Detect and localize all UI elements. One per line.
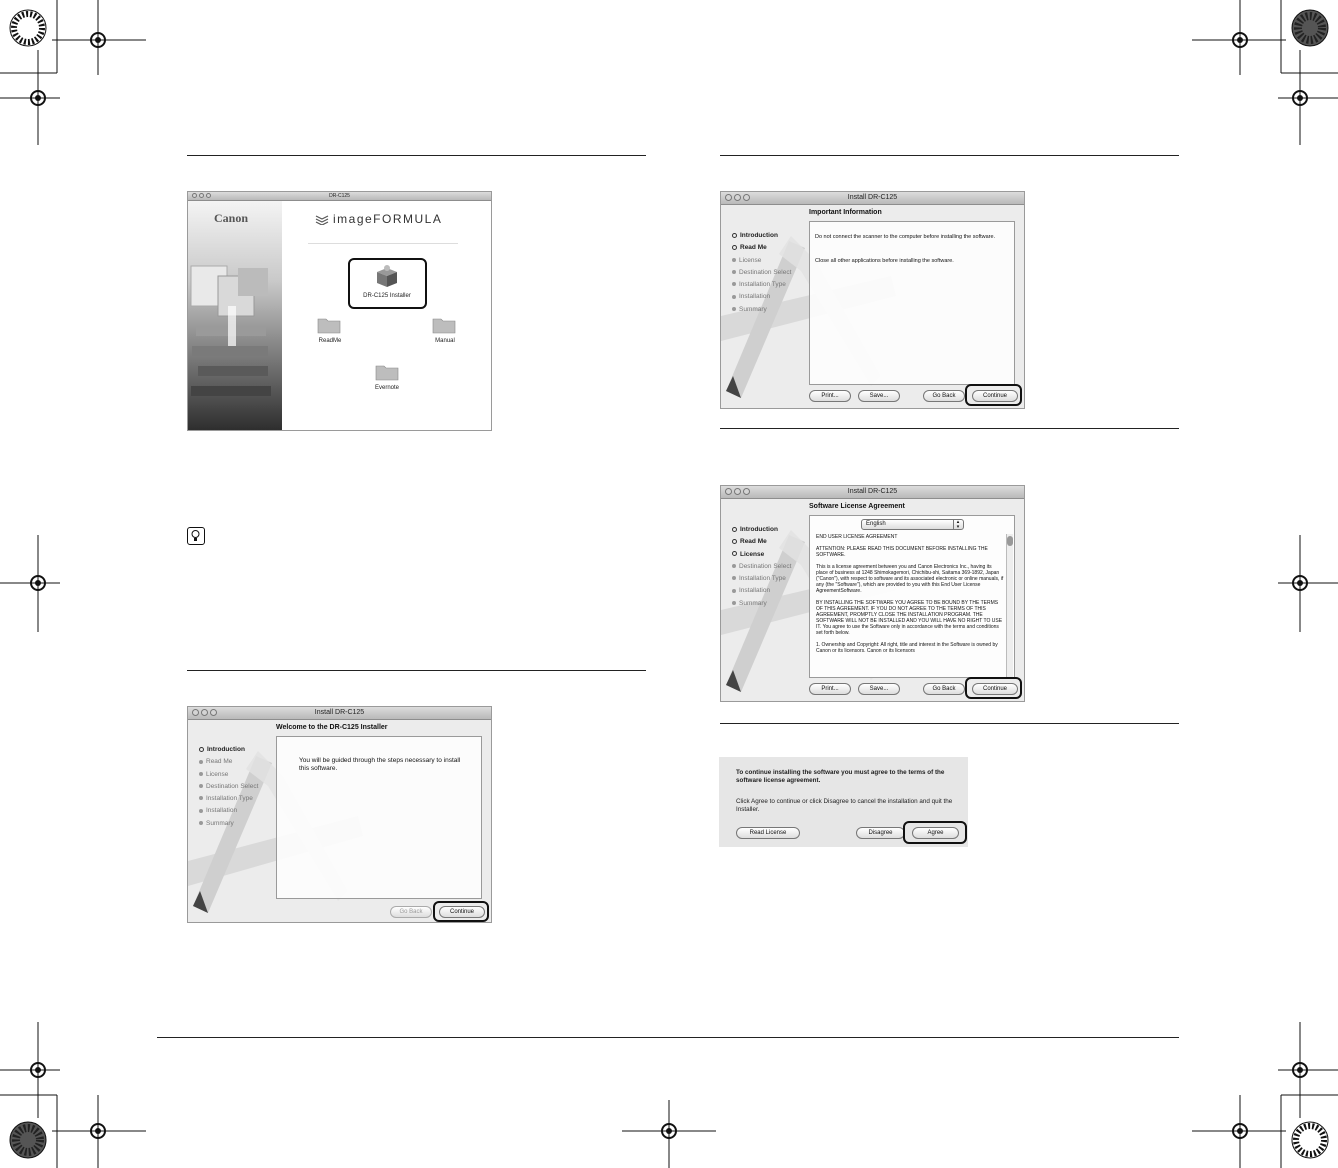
section-rule — [720, 723, 1179, 724]
launcher-titlebar — [188, 192, 491, 201]
welcome-content — [276, 736, 482, 899]
license-window — [720, 485, 1025, 702]
welcome-window — [187, 706, 492, 923]
collage-image — [188, 246, 282, 426]
goback-button[interactable]: Go Back — [923, 683, 965, 695]
section-rule — [720, 155, 1179, 156]
launcher-title: DR-C125 — [329, 193, 350, 199]
step-item: Introduction — [732, 230, 791, 242]
save-button[interactable]: Save... — [858, 683, 900, 695]
step-item: License — [732, 255, 791, 267]
continue-highlight — [433, 901, 489, 922]
launcher-collage — [188, 201, 282, 430]
step-item: Destination Select — [199, 781, 258, 793]
folder-icon — [432, 316, 456, 334]
step-item: Introduction — [732, 524, 791, 536]
read-license-button[interactable]: Read License — [736, 827, 800, 839]
readme-folder[interactable] — [313, 316, 347, 348]
step-item: Destination Select — [732, 267, 791, 279]
continue-highlight — [965, 677, 1022, 699]
step-item: Read Me — [732, 536, 791, 548]
section-rule — [187, 155, 646, 156]
updown-arrows-icon: ▴ ▾ — [953, 520, 962, 529]
step-item: Installation Type — [732, 573, 791, 585]
important-heading: Important Information — [809, 209, 882, 216]
continue-button[interactable]: Continue — [439, 906, 485, 918]
language-select[interactable]: English ▴ ▾ — [861, 519, 964, 530]
step-item: Summary — [732, 304, 791, 316]
disagree-button[interactable]: Disagree — [856, 827, 905, 839]
step-item: Introduction — [199, 744, 258, 756]
license-scrollbar[interactable] — [1006, 534, 1013, 677]
welcome-title: Install DR-C125 — [314, 709, 365, 716]
goback-button[interactable]: Go Back — [390, 906, 432, 918]
welcome-body: You will be guided through the steps necessary to install this software. — [299, 757, 461, 772]
step-item: Installation Type — [732, 279, 791, 291]
step-item: Installation — [732, 291, 791, 303]
evernote-folder[interactable] — [369, 363, 405, 395]
section-rule — [187, 670, 646, 671]
folder-icon — [375, 363, 399, 381]
evernote-label: Evernote — [374, 385, 399, 391]
installer-label: DR-C125 Installer — [363, 293, 411, 299]
step-item: Read Me — [732, 242, 791, 254]
print-button[interactable]: Print... — [809, 390, 851, 402]
launcher-window — [187, 191, 492, 431]
welcome-heading: Welcome to the DR-C125 Installer — [276, 724, 388, 731]
goback-button[interactable]: Go Back — [923, 390, 965, 402]
license-text: END USER LICENSE AGREEMENT ATTENTION: PLEASE READ THIS DOCUMENT BEFORE INSTALLING THE SOFTWARE. This is a license agreement between you and Canon Electronics Inc., having its place of business at 1248 Shimokagemori, Chichibu-shi, Saitama 369-1892, Japan ("Canon"), with respect to software and its associated electronic or online manuals, if any (the "Software"), which are provided to you with this End User License AgreementSoftware. BY INSTALLING THE SOFTWARE YOU AGREE TO BE BOUND BY THE TERMS OF THIS AGREEMENT. IF YOU DO NOT AGREE TO THE TERMS OF THIS AGREEMENT, PROMPTLY CLOSE THE INSTALLATION PROGRAM. THE SOFTWARE WILL NOT BE INSTALLED AND YOU WILL HAVE NO RIGHT TO USE IT. You agree to use the Software only in accordance with the terms and conditions set forth below. 1. Ownership and Copyright: All right, title and interest in the Software is owned by Canon or its licensors. Canon or its licensors — [816, 534, 1004, 654]
welcome-titlebar — [188, 707, 491, 720]
continue-button[interactable]: Continue — [972, 683, 1018, 695]
important-titlebar — [721, 192, 1024, 205]
agree-message-bold: To continue installing the software you must agree to the terms of the software license agreement. — [736, 769, 945, 784]
step-item: Installation Type — [199, 793, 258, 805]
continue-highlight — [965, 384, 1022, 406]
step-item: Destination Select — [732, 561, 791, 573]
agree-highlight — [903, 821, 967, 844]
step-item: Read Me — [199, 756, 258, 768]
readme-label: ReadMe — [318, 338, 342, 344]
agree-button[interactable]: Agree — [912, 827, 959, 839]
license-title: Install DR-C125 — [847, 488, 898, 495]
important-line1: Do not connect the scanner to the computer before installing the software. — [815, 234, 996, 240]
save-button[interactable]: Save... — [858, 390, 900, 402]
agree-message: Click Agree to continue or click Disagree to cancel the installation and quit the Installer. — [736, 798, 953, 813]
step-item: Installation — [732, 585, 791, 597]
lightbulb-icon — [188, 528, 203, 543]
scroll-thumb[interactable] — [1007, 536, 1013, 546]
license-heading: Software License Agreement — [809, 503, 905, 510]
step-item: Summary — [732, 598, 791, 610]
section-rule — [720, 428, 1179, 429]
license-titlebar — [721, 486, 1024, 499]
imageformula-icon — [315, 213, 329, 225]
print-button[interactable]: Print... — [809, 683, 851, 695]
folder-icon — [317, 316, 341, 334]
product-logo: imageFORMULA — [315, 212, 465, 226]
step-item: Summary — [199, 818, 258, 830]
important-title: Install DR-C125 — [847, 194, 898, 201]
welcome-steps — [199, 744, 258, 830]
footer-rule — [157, 1037, 1179, 1038]
manual-folder[interactable] — [428, 316, 462, 348]
continue-button[interactable]: Continue — [972, 390, 1018, 402]
manual-label: Manual — [435, 338, 455, 344]
important-steps — [732, 230, 791, 316]
logo-underline — [308, 243, 458, 244]
agree-dialog — [719, 757, 968, 847]
step-item: Installation — [199, 805, 258, 817]
step-item: License — [199, 769, 258, 781]
important-content — [809, 221, 1015, 385]
license-steps — [732, 524, 791, 610]
installer-highlight — [348, 258, 427, 309]
step-item: License — [732, 549, 791, 561]
important-line2: Close all other applications before installing the software. — [815, 258, 954, 264]
brand-logo: Canon — [214, 211, 249, 225]
important-window — [720, 191, 1025, 409]
hint-icon — [187, 527, 205, 545]
license-content — [809, 515, 1015, 678]
